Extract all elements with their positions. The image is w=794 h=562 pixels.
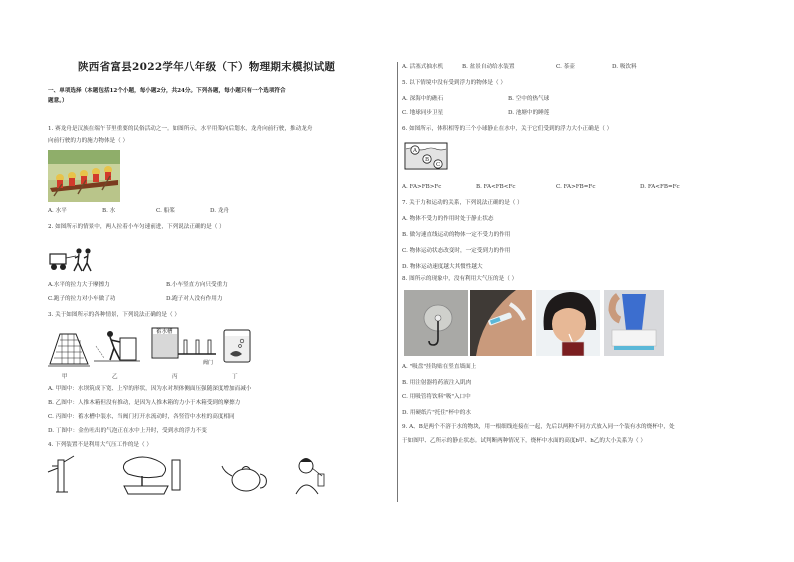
q3-pic-label-tank: 蓄水槽: [156, 329, 173, 335]
q6-option-a: A. FA>FB>Fc: [402, 184, 442, 190]
q6-option-c: C. FA>FB=Fc: [556, 184, 596, 190]
q3-option-b: B. 乙图中：人推木箱但没有推动，是因为人推木箱的力小于木箱受到的摩擦力: [48, 400, 241, 406]
q8-stem: 8. 图所示的现象中，没有利用大气压的是（ ）: [402, 276, 518, 282]
q3-label-ding: 丁: [232, 374, 238, 380]
q4-option-b: B. 盆景自动给水装置: [462, 64, 515, 70]
q6-option-d: D. FA<FB=Fc: [640, 184, 680, 190]
q3-option-c: C. 丙图中：蓄水槽中装水，当阀门打开水流动时，各竖管中水柱的高度相同: [48, 414, 235, 420]
q7-stem: 7. 关于力和运动的关系，下列说法正确的是（ ）: [402, 200, 523, 206]
q7-option-d: D. 物体运动速度越大其惯性越大: [402, 264, 483, 270]
ball-label-a: A: [413, 148, 417, 155]
q1-stem-line1: 1. 赛龙舟是汉族在端午节里重要的民俗活动之一。如图所示，水平用桨向后划水，龙舟向前行驶，推动龙舟: [48, 126, 313, 132]
q3-stem: 3. 关于如图所示的各种情景，下列说法正确的是（ ）: [48, 312, 180, 318]
q8-option-c: C. 用吸管将饮料"吸"入口中: [402, 394, 471, 400]
q4-option-c: C. 茶壶: [556, 64, 575, 70]
paper-cup-photo: [604, 290, 664, 356]
q1-option-d: D. 龙舟: [210, 208, 230, 214]
q2-option-d: D.跑子对人没有作用力: [166, 296, 223, 302]
q5-stem: 5. 以下情境中没有受到浮力的物体是（ ）: [402, 80, 506, 86]
q4-stem: 4. 下列装置不是利用大气压工作的是（ ）: [48, 442, 152, 448]
cart-pulling-drawing: [48, 246, 94, 274]
q9-stem-line1: 9. A、B是两个不溶于水的物块，用一根细线连接在一起，先后以两种不同方式放入同一个装有水的烧杯中，处: [402, 424, 675, 430]
section-header-line2: 题意。）: [48, 98, 68, 104]
q8-option-a: A. "吸盘"挂钩贴在竖直墙面上: [402, 364, 477, 370]
girl-drinking-photo: [536, 290, 600, 356]
q7-option-c: C. 物体运动状态改变时，一定受到力的作用: [402, 248, 511, 254]
suction-hook-photo: [404, 290, 468, 356]
three-balls-in-water: [404, 142, 448, 170]
ball-label-c: C: [436, 162, 441, 169]
q2-option-b: B.小车竖直方向只受重力: [166, 282, 228, 288]
injection-photo: [470, 290, 532, 356]
q2-stem: 2. 如图所示的情景中，两人拉着小车匀速前进，下列说法正确的是（ ）: [48, 224, 225, 230]
q3-option-a: A. 甲图中：水坝筑成下宽、上窄的形状，因为水对坝体侧面压强随深度增加而减小: [48, 386, 252, 392]
q5-option-a: A. 深海中的礁石: [402, 96, 444, 102]
q1-stem-line2: 向前行驶的力的施力物体是（ ）: [48, 138, 129, 144]
q2-option-a: A.水平的拉力大于摩擦力: [48, 282, 110, 288]
q5-option-c: C. 地球同步卫星: [402, 110, 444, 116]
page-title: 陕西省富县2022学年八年级（下）物理期末模拟试题: [78, 61, 336, 73]
q4-option-a: A. 活塞式抽水机: [402, 64, 444, 70]
q4-four-pictures: [46, 452, 336, 496]
q2-option-c: C.跑子的拉力对小车做了功: [48, 296, 116, 302]
q4-option-d: D. 吸饮料: [612, 64, 637, 70]
q3-pic-label-valve: 阀门: [203, 360, 214, 366]
q7-option-a: A. 物体不受力的作用时处于静止状态: [402, 216, 494, 222]
dragon-boat-photo: [48, 150, 120, 202]
q6-option-b: B. FA<FB<Fc: [476, 184, 516, 190]
q1-option-c: C. 船桨: [156, 208, 175, 214]
column-divider: [397, 62, 398, 502]
q8-option-b: B. 用注射器将药液注入肌肉: [402, 380, 472, 386]
q6-stem: 6. 如图所示，体积相等的三个小球静止在水中，关于它们受到的浮力大小正确是（ ）: [402, 126, 613, 132]
q1-option-a: A. 水平: [48, 208, 67, 214]
q1-option-b: B. 水: [102, 208, 116, 214]
q3-option-d: D. 丁图中：金鱼吐出的气泡正在水中上升时，受到水的浮力不变: [48, 428, 207, 434]
q3-four-pictures: [48, 324, 254, 372]
q3-label-jia: 甲: [62, 374, 68, 380]
section-header-line1: 一、单项选择（本题包括12个小题，每小题2分，共24分。下列各题，每小题只有一个选项符合: [48, 88, 286, 94]
q3-label-yi: 乙: [112, 374, 118, 380]
q8-option-d: D. 用硬纸片"托住"杯中的水: [402, 410, 471, 416]
q9-stem-line2: 于如图甲、乙所示的静止状态。试判断两种情况下，烧杯中水面的高度h甲、h乙的大小关系为（ ）: [402, 438, 646, 444]
q3-label-bing: 丙: [172, 374, 178, 380]
ball-label-b: B: [425, 157, 430, 164]
q7-option-b: B. 做匀速直线运动的物体一定不受力的作用: [402, 232, 511, 238]
q5-option-b: B. 空中的热气球: [508, 96, 550, 102]
q5-option-d: D. 池塘中的睡莲: [508, 110, 550, 116]
